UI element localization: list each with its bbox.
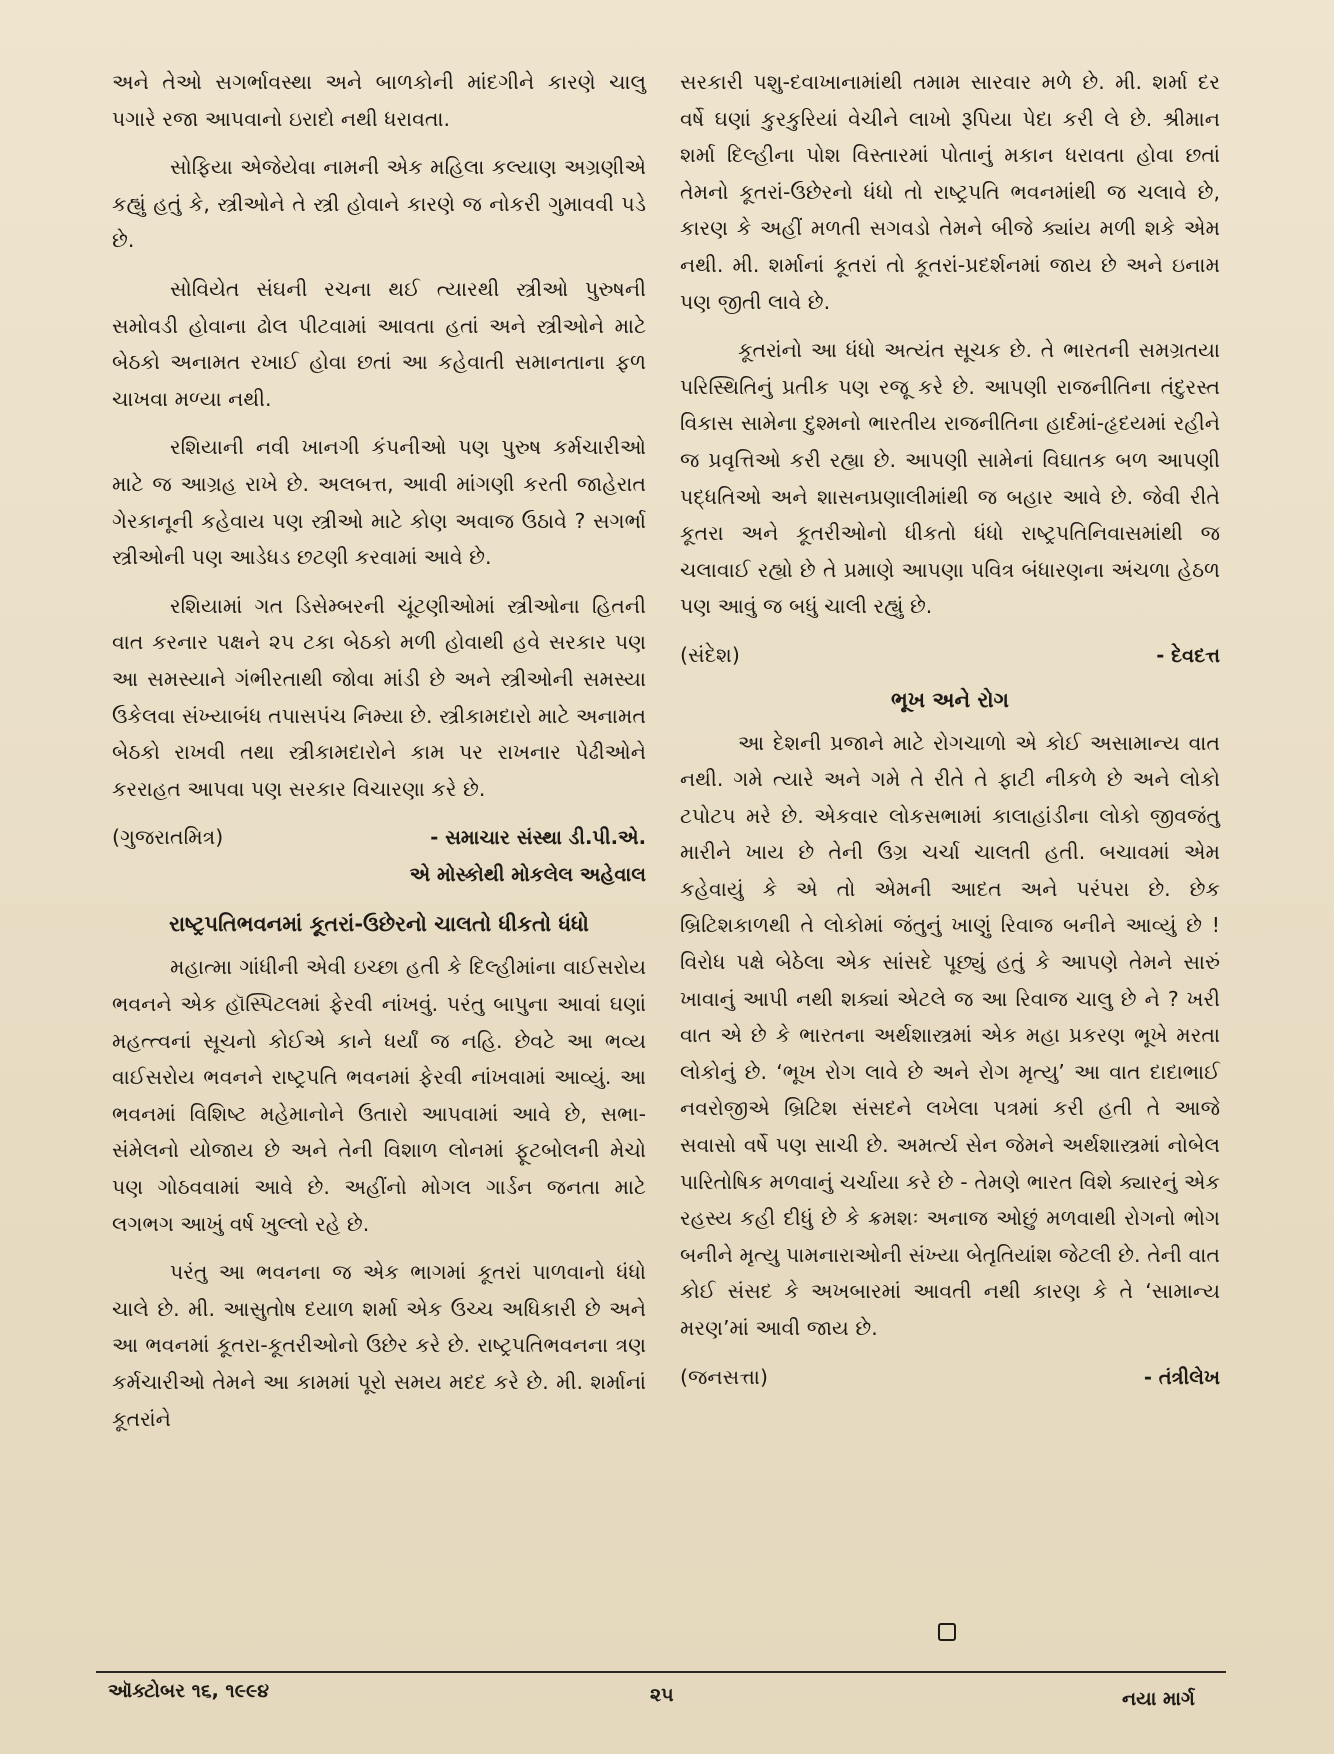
- source-row: [680, 637, 1220, 675]
- paragraph: કૂતરાંનો આ ધંધો અત્યંત સૂચક છે. તે ભારતની સમગ્રતયા પરિસ્થિતિનું પ્રતીક પણ રજૂ કરે છે. આપણી રાજનીતિના તંદુરસ્ત વિકાસ સામેના દુશ્મનો ભારતીય રાજનીતિના હાર્દમાં-હૃદયમાં રહીને જ પ્રવૃત્તિઓ કરી રહ્યા છે. આપણી સામેનાં વિઘાતક બળ આપણી પદ્ધતિઓ અને શાસનપ્રણાલીમાંથી જ બહાર આવે છે. જેવી રીતે કૂતરા અને કૂતરીઓનો ધીકતો ધંધો રાષ્ટ્રપતિનિવાસમાંથી જ ચલાવાઈ રહ્યો છે તે પ્રમાણે આપણા પવિત્ર બંધારણના અંચળા હેઠળ પણ આવું જ બધું ચાલી રહ્યું છે.: [680, 338, 1220, 619]
- footer-divider: [96, 1671, 1226, 1673]
- left-column: [112, 64, 646, 1449]
- source-label: (જનસત્તા): [680, 1364, 768, 1389]
- paragraph: પરંતુ આ ભવનના જ એક ભાગમાં કૂતરાં પાળવાનો ધંધો ચાલે છે. મી. આસુતોષ દયાળ શર્મા એક ઉચ્ચ અધિકારી છે અને આ ભવનમાં કૂતરા-કૂતરીઓનો ઉછેર કરે છે. રાષ્ટ્રપતિભવનના ત્રણ કર્મચારીઓ તેમને આ કામમાં પૂરો સમય મદદ કરે છે. મી. શર્માનાં કૂતરાંને: [112, 1260, 646, 1431]
- source-row: [680, 1359, 1220, 1397]
- article-heading: રાષ્ટ્રપતિભવનમાં કૂતરાં-ઉછેરનો ચાલતો ધીકતો ધંધો: [169, 912, 589, 937]
- article-heading: ભૂખ અને રોગ: [891, 687, 1009, 712]
- credit-label: - દેવદત્ત: [1156, 643, 1220, 667]
- paragraph: રશિયાની નવી ખાનગી કંપનીઓ પણ પુરુષ કર્મચારીઓ માટે જ આગ્રહ રાખે છે. અલબત્ત, આવી માંગણી કરતી જાહેરાત ગેરકાનૂની કહેવાય પણ સ્ત્રીઓ માટે કોણ અવાજ ઉઠાવે ? સગર્ભા સ્ત્રીઓની પણ આડેધડ છટણી કરવામાં આવે છે.: [112, 435, 646, 570]
- credit-label: - તંત્રીલેખ: [1143, 1365, 1220, 1389]
- paragraph: આ દેશની પ્રજાને માટે રોગચાળો એ કોઈ અસામાન્ય વાત નથી. ગમે ત્યારે અને ગમે તે રીતે તે ફાટી નીકળે છે અને લોકો ટપોટપ મરે છે. એકવાર લોકસભામાં કાલાહાંડીના લોકો જીવજંતુ મારીને ખાય છે તેની ઉગ્ર ચર્ચા ચાલતી હતી. બચાવમાં એમ કહેવાયું કે એ તો એમની આદત અને પરંપરા છે. છેક બ્રિટિશકાળથી તે લોકોમાં જંતુનું ખાણું રિવાજ બનીને આવ્યું છે ! વિરોધ પક્ષે બેઠેલા એક સાંસદે પૂછ્યું હતું કે આપણે તેમને સારું ખાવાનું આપી નથી શક્યાં એટલે જ આ રિવાજ ચાલુ છે ને ? ખરી વાત એ છે કે ભારતના અર્થશાસ્ત્રમાં એક મહા પ્રકરણ ભૂખે મરતા લોકોનું છે. ‘ભૂખ રોગ લાવે છે અને રોગ મૃત્યુ’ આ વાત દાદાભાઈ નવરોજીએ બ્રિટિશ સંસદને લખેલા પત્રમાં કરી હતી તે આજે સવાસો વર્ષે પણ સાચી છે. અમર્ત્ય સેન જેમને અર્થશાસ્ત્રમાં નોબેલ પારિતોષિક મળવાનું ચર્ચાયા કરે છે - તેમણે ભારત વિશે ક્યારનું એક રહસ્ય કહી દીધું છે કે ક્રમશઃ અનાજ ઓછું મળવાથી રોગનો ભોગ બનીને મૃત્યુ પામનારાઓની સંખ્યા બેતૃતિયાંશ જેટલી છે. તેની વાત કોઈ સંસદ કે અખબારમાં આવતી નથી કારણ કે તે ‘સામાન્ય મરણ’માં આવી જાય છે.: [680, 730, 1220, 1340]
- end-of-article-square-icon: [938, 1623, 956, 1641]
- paragraph: મહાત્મા ગાંધીની એવી ઇચ્છા હતી કે દિલ્હીમાંના વાઈસરોય ભવનને એક હૉસ્પિટલમાં ફેરવી નાંખવું. પરંતુ બાપુના આવાં ઘણાં મહત્ત્વનાં સૂચનો કોઈએ કાને ધર્યાં જ નહિ. છેવટે આ ભવ્ય વાઈસરોય ભવનને રાષ્ટ્રપતિ ભવનમાં ફેરવી નાંખવામાં આવ્યું. આ ભવનમાં વિશિષ્ટ મહેમાનોને ઉતારો આપવામાં આવે છે, સભા-સંમેલનો યોજાય છે અને તેની વિશાળ લોનમાં ફૂટબોલની મેચો પણ ગોઠવવામાં આવે છે. અહીંનો મોગલ ગાર્ડન જનતા માટે લગભગ આખું વર્ષ ખુલ્લો રહે છે.: [112, 955, 646, 1236]
- page-number: ૨૫: [650, 1684, 674, 1706]
- paragraph: રશિયામાં ગત ડિસેમ્બરની ચૂંટણીઓમાં સ્ત્રીઓના હિતની વાત કરનાર પક્ષને ૨૫ ટકા બેઠકો મળી હોવાથી હવે સરકાર પણ આ સમસ્યાને ગંભીરતાથી જોવા માંડી છે અને સ્ત્રીઓની સમસ્યા ઉકેલવા સંખ્યાબંધ તપાસપંચ નિમ્યા છે. સ્ત્રીકામદારો માટે અનામત બેઠકો રાખવી તથા સ્ત્રીકામદારોને કામ પર રાખનાર પેઢીઓને કરરાહત આપવા પણ સરકાર વિચારણા કરે છે.: [112, 593, 646, 801]
- credit-label-line2: એ મોસ્કોથી મોકલેલ અહેવાલ: [409, 862, 646, 886]
- source-label: (ગુજરાતમિત્ર): [112, 825, 224, 850]
- paragraph: સોફિયા એજેયેવા નામની એક મહિલા કલ્યાણ અગ્રણીએ કહ્યું હતું કે, સ્ત્રીઓને તે સ્ત્રી હોવાને કારણે જ નોકરી ગુમાવવી પડે છે.: [112, 155, 646, 253]
- paragraph: સોવિયેત સંઘની રચના થઈ ત્યારથી સ્ત્રીઓ પુરુષની સમોવડી હોવાના ઢોલ પીટવામાં આવતા હતાં અને સ્ત્રીઓને માટે બેઠકો અનામત રખાઈ હોવા છતાં આ કહેવાતી સમાનતાના ફળ ચાખવા મળ્યા નથી.: [112, 276, 646, 411]
- footer-date: ઑક્ટોબર ૧૬, ૧૯૯૪: [108, 1680, 270, 1702]
- paragraph: સરકારી પશુ-દવાખાનામાંથી તમામ સારવાર મળે છે. મી. શર્મા દર વર્ષે ઘણાં કુરકુરિયાં વેચીને લાખો રૂપિયા પેદા કરી લે છે. શ્રીમાન શર્મા દિલ્હીના પોશ વિસ્તારમાં પોતાનું મકાન ધરાવતા હોવા છતાં તેમનો કૂતરાં-ઉછેરનો ધંધો તો રાષ્ટ્રપતિ ભવનમાંથી જ ચલાવે છે, કારણ કે અહીં મળતી સગવડો તેમને બીજે ક્યાંય મળી શકે એમ નથી. મી. શર્માનાં કૂતરાં તો કૂતરાં-પ્રદર્શનમાં જાય છે અને ઇનામ પણ જીતી લાવે છે.: [680, 70, 1220, 314]
- right-column: [680, 64, 1220, 1396]
- credit-label: - સમાચાર સંસ્થા ડી.પી.એ.: [430, 826, 646, 850]
- paragraph: અને તેઓ સગર્ભાવસ્થા અને બાળકોની માંદગીને કારણે ચાલુ પગારે રજા આપવાનો ઇરાદો નથી ધરાવતા.: [112, 70, 646, 131]
- source-label: (સંદેશ): [680, 642, 740, 667]
- magazine-name: નયા માર્ગ: [1122, 1688, 1195, 1710]
- source-row: [112, 819, 646, 857]
